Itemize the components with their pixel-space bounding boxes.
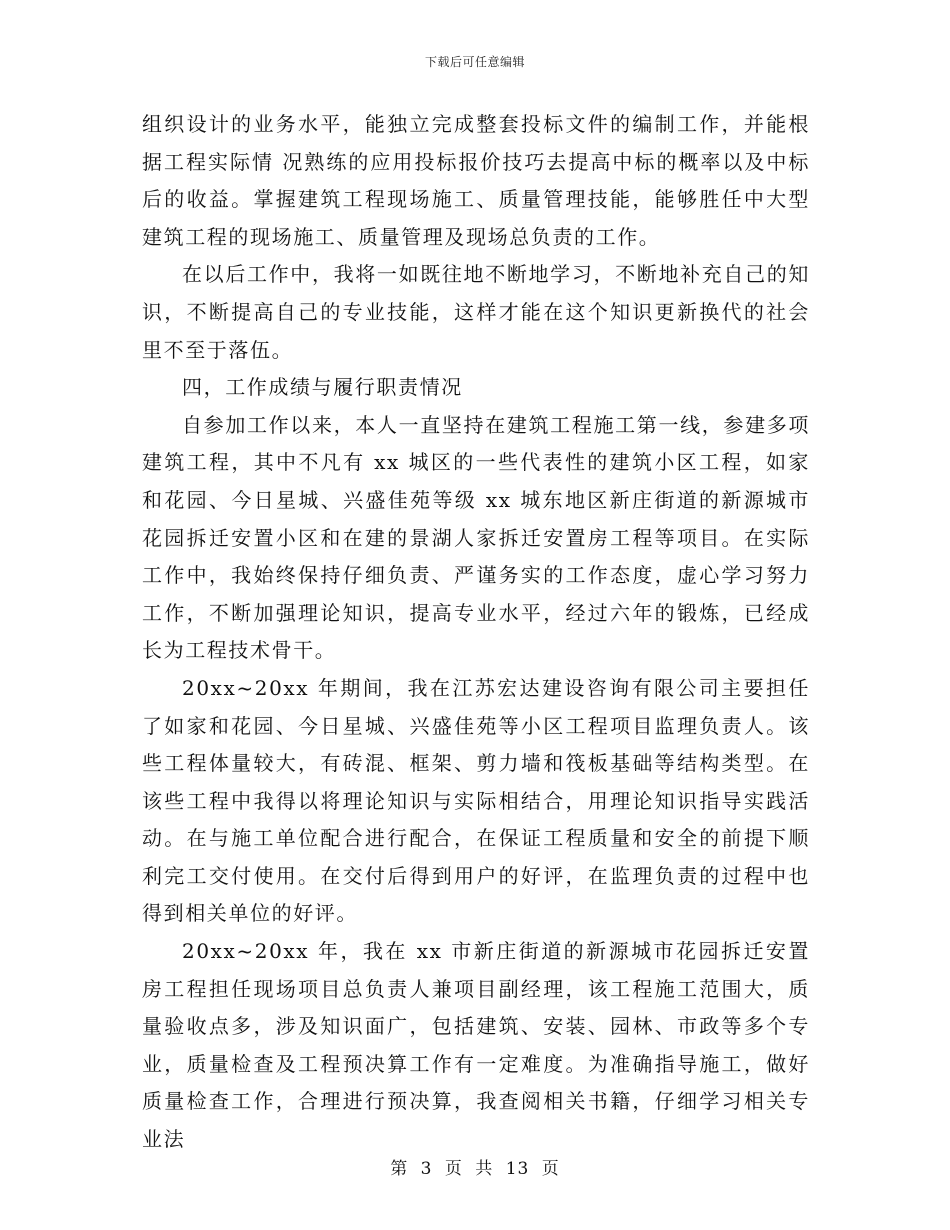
page-header-note: 下载后可任意编辑	[424, 55, 525, 69]
paragraph-1: 组织设计的业务水平，能独立完成整套投标文件的编制工作，并能根据工程实际情 况熟练的应用投标报价技巧去提高中标的概率以及中标后的收益。掌握建筑工程现场施工、质量管理技能，能够胜任中大型建筑工程的现场施工、质量管理及现场总负责的工作。	[142, 112, 810, 249]
paragraph-5: 20xx~20xx 年期间，我在江苏宏达建设咨询有限公司主要担任了如家和花园、今日星城、兴盛佳苑等小区工程项目监理负责人。该些工程体量较大，有砖混、框架、剪力墙和筏板基础等结构类型。在该些工程中我得以将理论知识与实际相结合，用理论知识指导实践活动。在与施工单位配合进行配合，在保证工程质量和安全的前提下顺利完工交付使用。在交付后得到用户的好评，在监理负责的过程中也得到相关单位的好评。	[142, 675, 810, 926]
paragraph-2: 在以后工作中，我将一如既往地不断地学习，不断地补充自己的知识，不断提高自己的专业技能，这样才能在这个知识更新换代的社会里不至于落伍。	[142, 262, 810, 362]
page-footer-number: 第 3 页 共 13 页	[390, 1159, 560, 1179]
paragraph-4: 自参加工作以来，本人一直坚持在建筑工程施工第一线，参建多项建筑工程，其中不凡有 xx 城区的一些代表性的建筑小区工程，如家和花园、今日星城、兴盛佳苑等级 xx 城东地区新庄街道的新源城市花园拆迁安置小区和在建的景湖人家拆迁安置房工程等项目。在实际工作中，我始终保持仔细负责、严谨务实的工作态度，虚心学习努力工作，不断加强理论知识，提高专业水平，经过六年的锻炼，已经成长为工程技术骨干。	[142, 412, 810, 663]
paragraph-6: 20xx~20xx 年，我在 xx 市新庄街道的新源城市花园拆迁安置房工程担任现场项目总负责人兼项目副经理，该工程施工范围大，质量验收点多，涉及知识面广，包括建筑、安装、园林、市政等多个专业，质量检查及工程预决算工作有一定难度。为准确指导施工，做好质量检查工作，合理进行预决算，我查阅相关书籍，仔细学习相关专业法	[142, 939, 810, 1152]
document-body	[142, 106, 810, 1159]
section-heading: 四，工作成绩与履行职责情况	[182, 375, 463, 400]
